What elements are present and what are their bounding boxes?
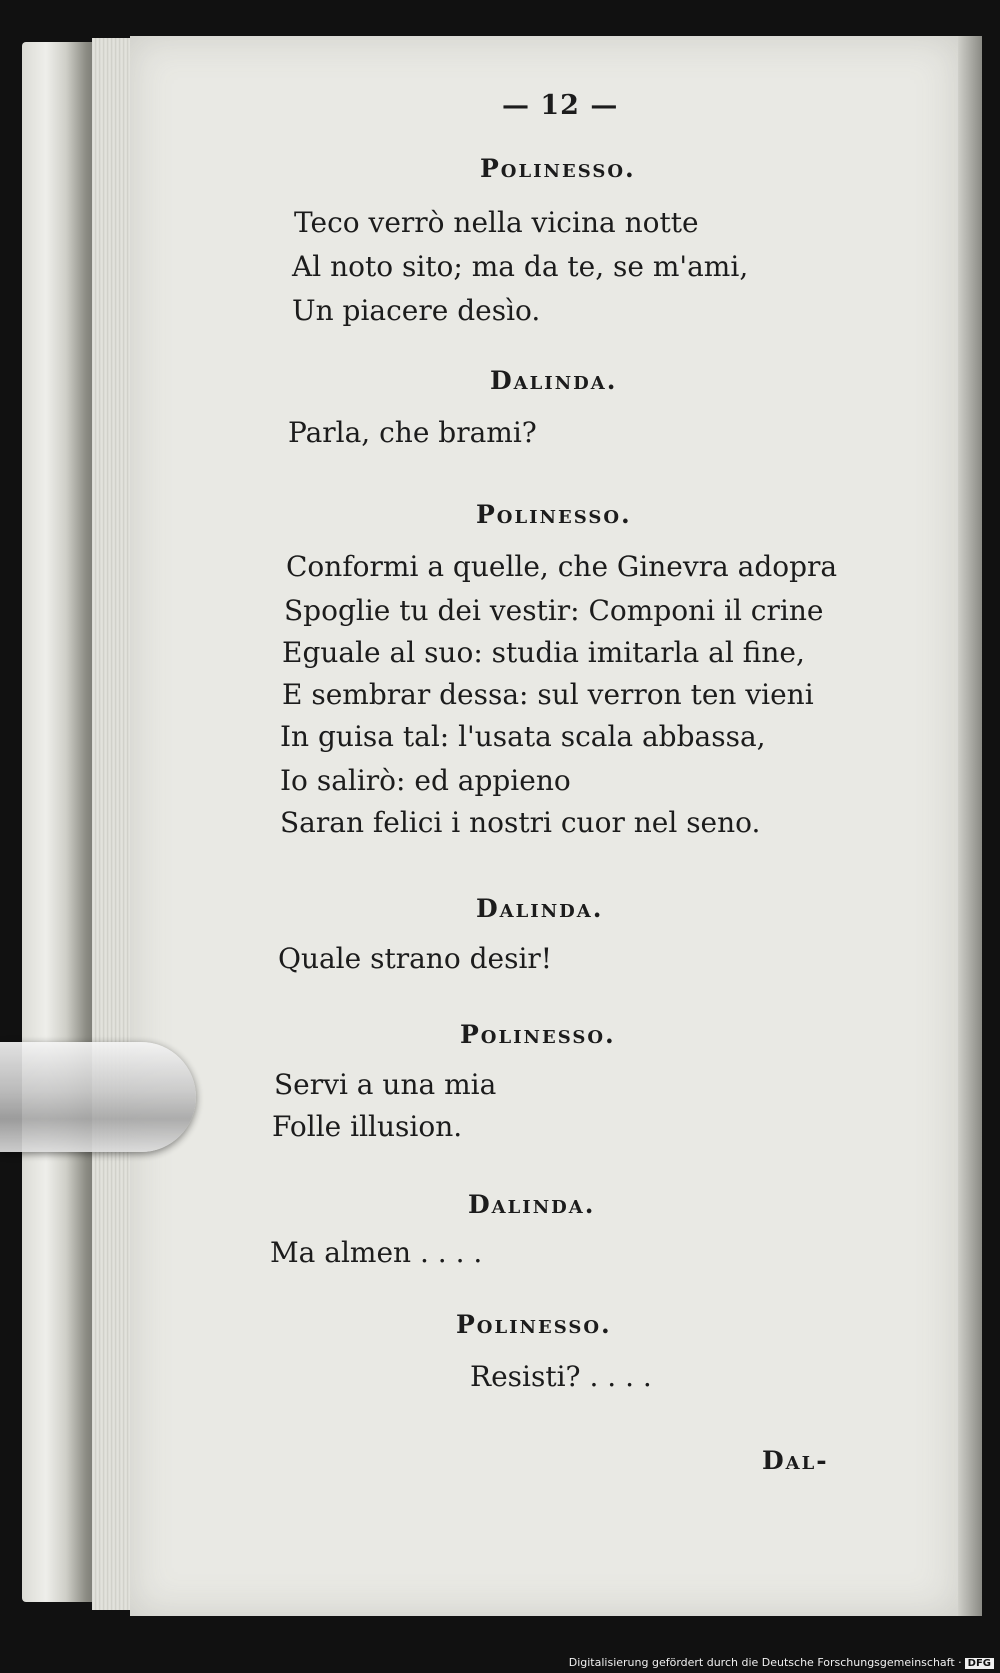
page-right-edge (958, 36, 982, 1616)
verse-line: Conformi a quelle, che Ginevra adopra (286, 550, 838, 583)
verse-line: Saran felici i nostri cuor nel seno. (280, 806, 761, 839)
verse-line: Servi a una mia (274, 1068, 497, 1101)
digitization-footer (569, 1656, 994, 1669)
verse-line: Ma almen . . . . (270, 1236, 483, 1269)
speaker-name: Polinesso. (456, 1310, 612, 1339)
verse-line: Io salirò: ed appieno (280, 764, 571, 797)
glass-page-clip (0, 1042, 196, 1152)
dfg-logo: DFG (965, 1658, 994, 1669)
catchword: Dal- (762, 1446, 829, 1475)
speaker-name: Polinesso. (476, 500, 632, 529)
verse-line: Teco verrò nella vicina notte (294, 206, 699, 239)
verse-line: Resisti? . . . . (470, 1360, 652, 1393)
verse-line: Folle illusion. (272, 1110, 463, 1143)
verse-line: Eguale al suo: studia imitarla al fine, (282, 636, 805, 669)
verse-line: Al noto sito; ma da te, se m'ami, (292, 250, 749, 283)
verse-line: E sembrar dessa: sul verron ten vieni (282, 678, 814, 711)
verse-line: Parla, che brami? (288, 416, 537, 449)
book-edge (22, 42, 102, 1602)
verse-line: In guisa tal: l'usata scala abbassa, (280, 720, 766, 753)
verse-line: Quale strano desir! (278, 942, 553, 975)
speaker-name: Polinesso. (480, 154, 636, 183)
verse-line: Spoglie tu dei vestir: Componi il crine (284, 594, 824, 627)
page-number: — 12 — (502, 90, 619, 121)
speaker-name: Polinesso. (460, 1020, 616, 1049)
verse-line: Un piacere desìo. (292, 294, 541, 327)
speaker-name: Dalinda. (490, 366, 618, 395)
speaker-name: Dalinda. (476, 894, 604, 923)
footer-text: Digitalisierung gefördert durch die Deutsche Forschungsgemeinschaft · (568, 1656, 962, 1669)
speaker-name: Dalinda. (468, 1190, 596, 1219)
